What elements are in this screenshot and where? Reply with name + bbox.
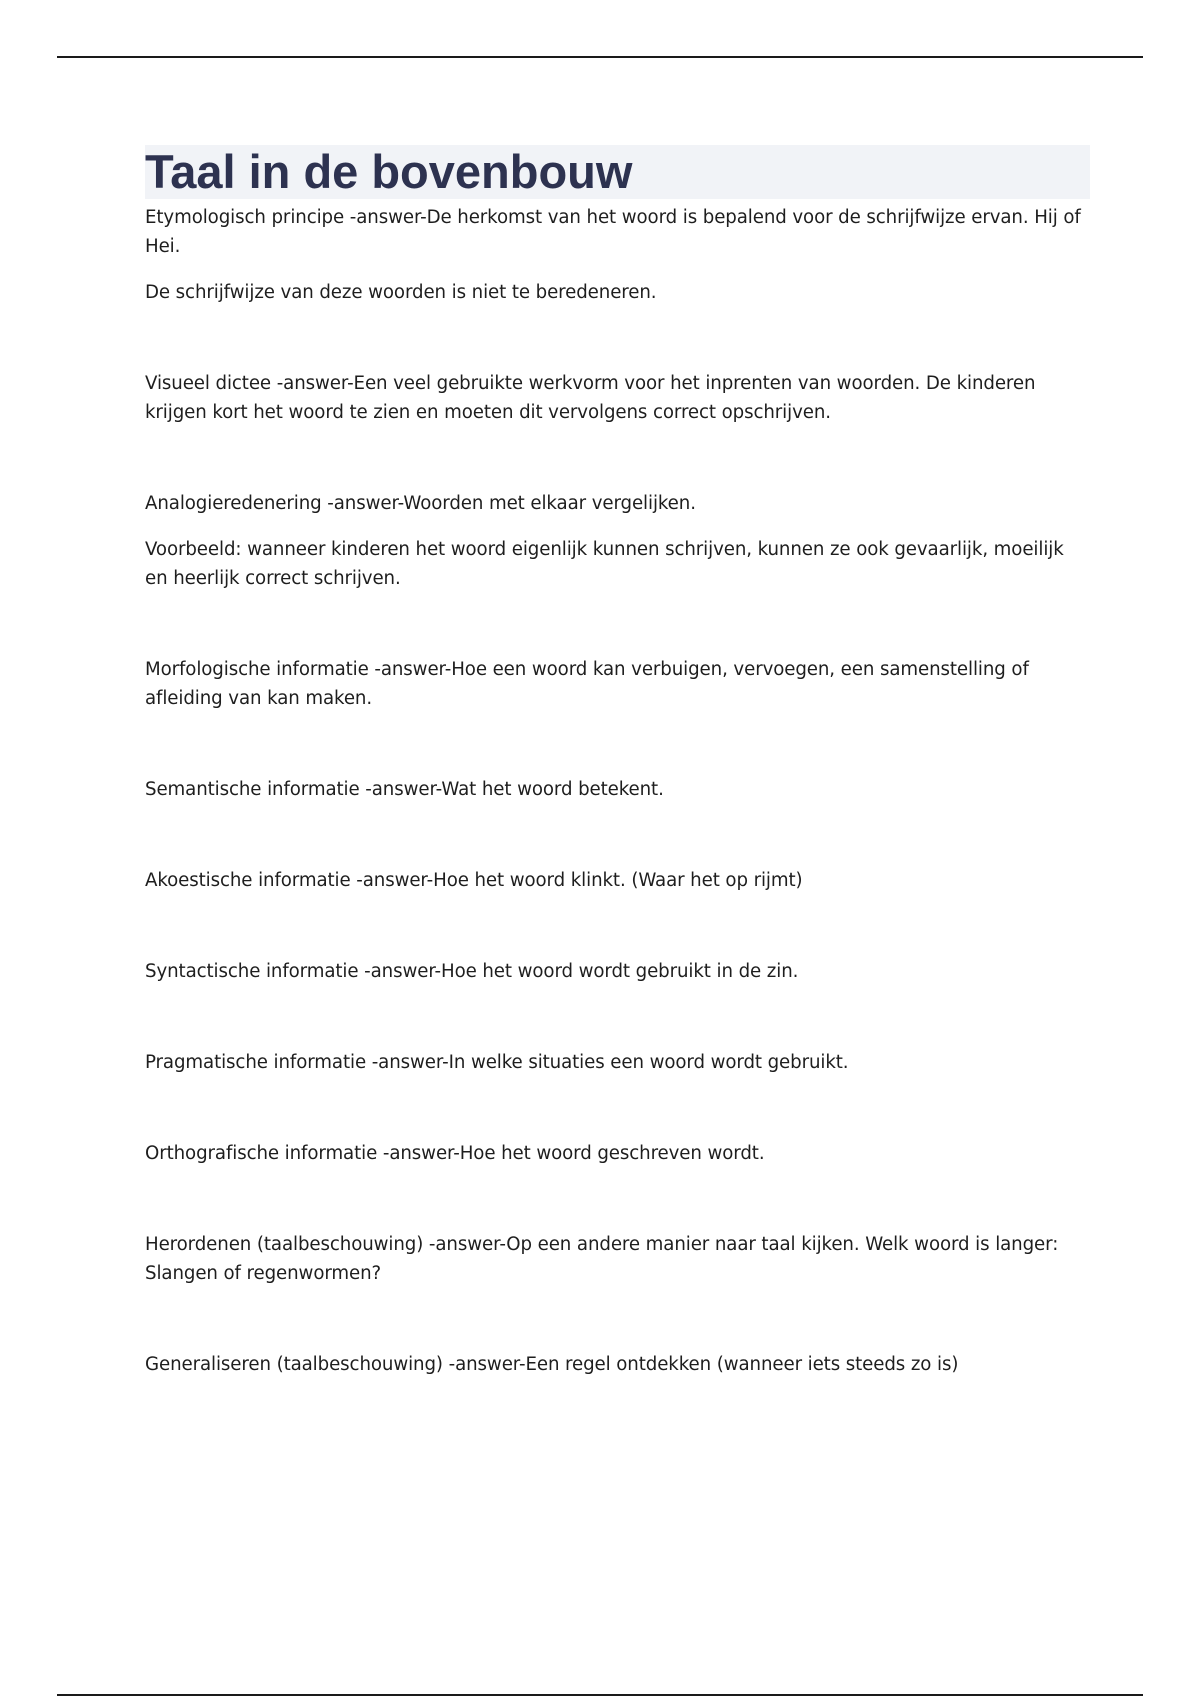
entry-paragraph: Syntactische informatie -answer-Hoe het woord wordt gebruikt in de zin. xyxy=(145,961,799,982)
entry-akoestische-informatie xyxy=(145,866,1090,895)
entry-paragraph: Voorbeeld: wanneer kinderen het woord eigenlijk kunnen schrijven, kunnen ze ook gevaarlijk, moeilijk en heerlijk correct schrijven. xyxy=(145,539,1064,589)
entry-paragraph: Akoestische informatie -answer-Hoe het woord klinkt. (Waar het op rijmt) xyxy=(145,870,803,891)
entry-paragraph: De schrijfwijze van deze woorden is niet te beredeneren. xyxy=(145,282,657,303)
entry-etymologisch-principe xyxy=(145,203,1090,307)
title-band xyxy=(145,145,1090,199)
footer-rule xyxy=(57,1694,1143,1696)
entry-paragraph: Generaliseren (taalbeschouwing) -answer-Een regel ontdekken (wanneer iets steeds zo is) xyxy=(145,1354,959,1375)
header-rule xyxy=(57,56,1143,58)
entry-generaliseren xyxy=(145,1350,1090,1379)
entry-orthografische-informatie xyxy=(145,1139,1090,1168)
entry-paragraph: Visueel dictee -answer-Een veel gebruikte werkvorm voor het inprenten van woorden. De kinderen krijgen kort het woord te zien en moeten dit vervolgens correct opschrijven. xyxy=(145,373,1036,423)
entry-paragraph: Herordenen (taalbeschouwing) -answer-Op een andere manier naar taal kijken. Welk woord is langer: Slangen of regenwormen? xyxy=(145,1234,1059,1284)
entry-analogieredenering xyxy=(145,489,1090,593)
document-body xyxy=(145,145,1090,1441)
entry-morfologische-informatie xyxy=(145,655,1090,713)
entry-visueel-dictee xyxy=(145,369,1090,427)
entry-paragraph: Orthografische informatie -answer-Hoe het woord geschreven wordt. xyxy=(145,1143,765,1164)
document-title: Taal in de bovenbouw xyxy=(145,145,633,198)
entry-semantische-informatie xyxy=(145,775,1090,804)
entry-paragraph: Morfologische informatie -answer-Hoe een woord kan verbuigen, vervoegen, een samenstelling of afleiding van kan maken. xyxy=(145,659,1029,709)
entry-paragraph: Analogieredenering -answer-Woorden met elkaar vergelijken. xyxy=(145,493,696,514)
entry-pragmatische-informatie xyxy=(145,1048,1090,1077)
entry-paragraph: Etymologisch principe -answer-De herkomst van het woord is bepalend voor de schrijfwijze ervan. Hij of Hei. xyxy=(145,207,1081,257)
entry-herordenen xyxy=(145,1230,1090,1288)
entry-syntactische-informatie xyxy=(145,957,1090,986)
entry-paragraph: Semantische informatie -answer-Wat het woord betekent. xyxy=(145,779,664,800)
entry-paragraph: Pragmatische informatie -answer-In welke situaties een woord wordt gebruikt. xyxy=(145,1052,849,1073)
